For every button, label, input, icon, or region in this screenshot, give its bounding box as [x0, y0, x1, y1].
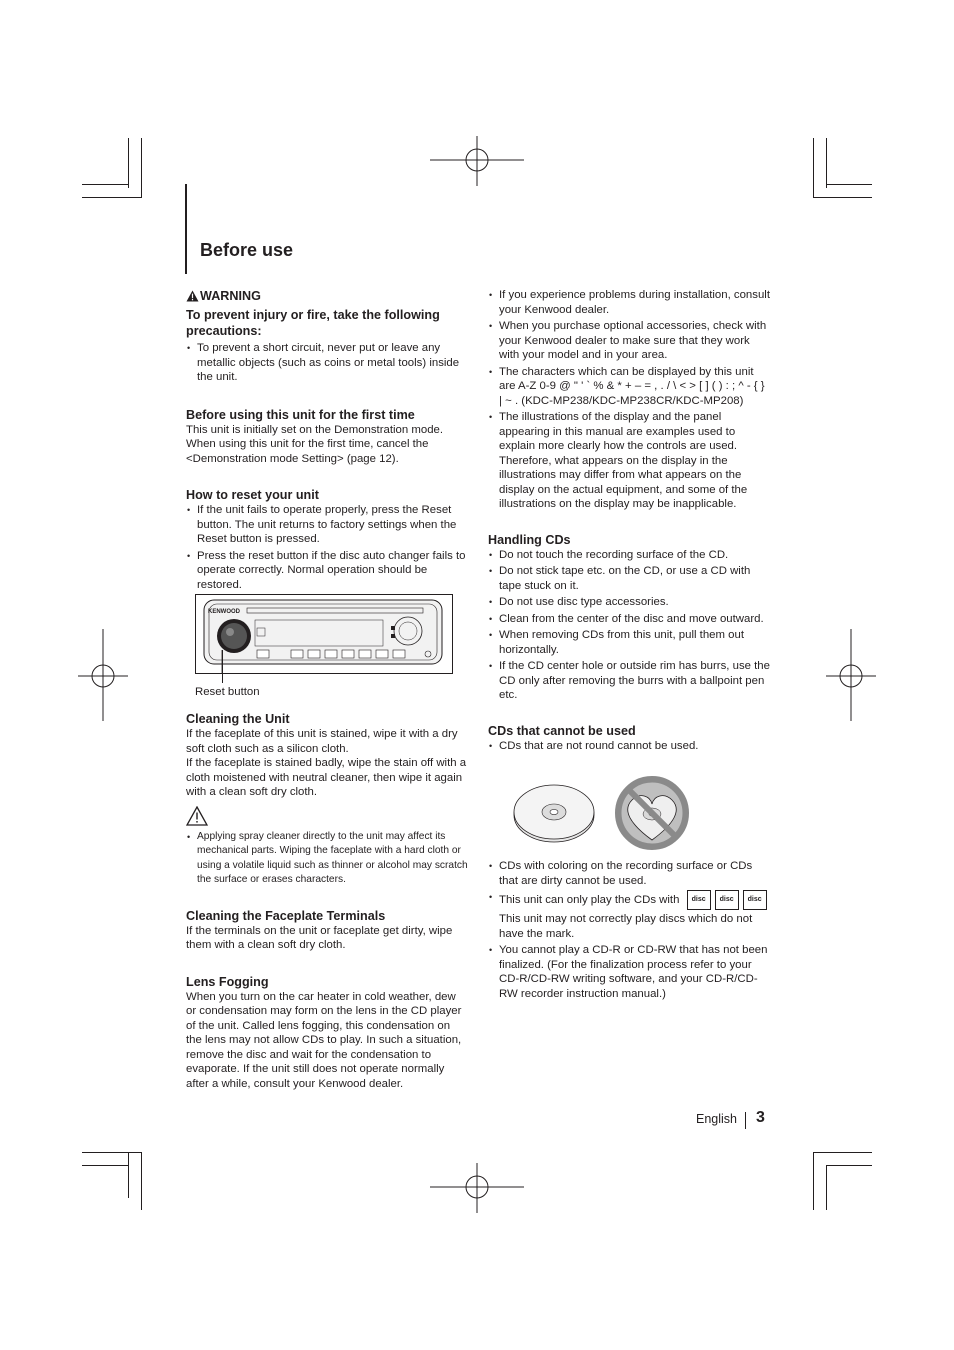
crop-mark: [813, 1152, 872, 1153]
cleaning-unit-text-1: If the faceplate of this unit is stained, wipe it with a dry soft cloth such as a silicon cloth.: [186, 728, 458, 755]
left-column: [186, 288, 468, 594]
warning-heading-row: [186, 288, 468, 304]
list-item: • Press the reset button if the disc auto changer fails to operate correctly. Normal operation should be restored.: [186, 549, 468, 593]
handling-heading: Handling CDs: [488, 532, 571, 547]
disc-logos: [687, 890, 767, 910]
page-number: 3: [756, 1109, 765, 1126]
crop-mark: [82, 184, 128, 185]
cannot-heading: CDs that cannot be used: [488, 723, 636, 738]
crop-mark: [128, 1152, 129, 1198]
crop-mark: [128, 138, 129, 188]
first-time-heading: Before using this unit for the first time: [186, 407, 415, 422]
handling-list: [488, 548, 770, 703]
compact-disc-logo-icon: disc: [715, 890, 739, 910]
cannot-list-1: [488, 739, 770, 754]
left-column-lower: [186, 711, 468, 1091]
crop-mark: [813, 138, 814, 198]
warning-label: WARNING: [200, 289, 261, 303]
list-item: • Do not use disc type accessories.: [488, 595, 770, 610]
list-item: • If the unit fails to operate properly, press the Reset button. The unit returns to factory settings when the Reset button is pressed.: [186, 503, 468, 547]
registration-mark-top: [430, 136, 524, 186]
footer-language: English: [696, 1112, 737, 1126]
fog-heading: Lens Fogging: [186, 974, 269, 989]
top-notes-list: [488, 288, 770, 512]
right-column: [488, 288, 770, 755]
list-item: • CDs with coloring on the recording surface or CDs that are dirty cannot be used.: [488, 859, 770, 888]
list-item: • Do not stick tape etc. on the CD, or use a CD with tape stuck on it.: [488, 564, 770, 593]
crop-mark: [141, 138, 142, 198]
warning-list: [186, 341, 468, 385]
registration-mark-right: [826, 629, 876, 721]
first-time-text: This unit is initially set on the Demonstration mode. When using this unit for the first time, cancel the <Demonstration mode Setting> (page 12).: [186, 423, 444, 465]
list-item: • When removing CDs from this unit, pull them out horizontally.: [488, 628, 770, 657]
list-item: • Applying spray cleaner directly to the unit may affect its mechanical parts. Wiping the faceplate with a hard cloth or using a volatile liquid such as thinner or alcohol may scratch the surface or erases characters.: [186, 830, 468, 888]
reset-list: [186, 503, 468, 592]
list-item: • If you experience problems during installation, consult your Kenwood dealer.: [488, 288, 770, 317]
warning-subheading: To prevent injury or fire, take the following precautions:: [186, 308, 440, 338]
compact-disc-logo-icon: disc: [743, 890, 767, 910]
footer-divider: [745, 1112, 746, 1129]
crop-mark: [826, 138, 827, 188]
heart-cd-prohibited-image: [612, 774, 692, 852]
cannot-list-2: [488, 859, 770, 1001]
warning-icon: [186, 290, 199, 302]
terminals-text: If the terminals on the unit or faceplate get dirty, wipe them with a clean soft dry cloth.: [186, 924, 453, 952]
disc-logo-note: This unit may not correctly play discs which do not have the mark.: [499, 913, 753, 940]
fog-text: When you turn on the car heater in cold weather, dew or condensation may form on the lens in the CD player of the unit. Called lens fogging, this condensation on the lens may not allow CDs to play. In such a situation, remove the disc and wait for the condensation to evaporate. If the unit still does not operate normally after a while, consult your Kenwood dealer.: [186, 990, 462, 1090]
round-cd-image: [512, 782, 596, 844]
crop-mark: [826, 1165, 827, 1210]
crop-mark: [82, 1165, 128, 1166]
list-item: • If the CD center hole or outside rim has burrs, use the CD only after removing the burrs with a ballpoint pen etc.: [488, 659, 770, 703]
crop-mark: [813, 197, 872, 198]
cleaning-unit-heading: Cleaning the Unit: [186, 712, 290, 726]
crop-mark: [826, 1165, 872, 1166]
reset-heading: How to reset your unit: [186, 488, 319, 502]
car-stereo-faceplate-image: [195, 594, 453, 674]
title-rule: [185, 184, 187, 274]
registration-mark-left: [78, 629, 128, 721]
crop-mark: [141, 1152, 142, 1210]
right-column-lower: [488, 859, 770, 1003]
reset-caption: Reset button: [195, 686, 260, 698]
list-item: • Do not touch the recording surface of the CD.: [488, 548, 770, 563]
list-item: • The illustrations of the display and the panel appearing in this manual are examples used to explain more clearly how the controls are used. Therefore, what appears on the display in the illustrations may differ from what appears on the display on the actual equipment, and some of the illustrations on the display may be inapplicable.: [488, 410, 770, 512]
cleaning-unit-text-2: If the faceplate is stained badly, wipe the stain off with a cloth moistened with neutral cleaner, then wipe it again with a clean soft dry cloth.: [186, 757, 467, 798]
crop-mark: [813, 1152, 814, 1210]
list-item: • To prevent a short circuit, never put or leave any metallic objects (such as coins or metal tools) inside the unit.: [186, 341, 468, 385]
reset-button-pointer: [222, 650, 223, 683]
registration-mark-bottom: [430, 1163, 524, 1213]
list-item: • You cannot play a CD-R or CD-RW that has not been finalized. (For the finalization process refer to your CD-R/CD-RW writing software, and your CD-R/CD-RW recorder instruction manual.): [488, 943, 770, 1001]
crop-mark: [82, 197, 142, 198]
disc-logo-text: This unit can only play the CDs with: [499, 894, 680, 907]
device-brand: KENWOOD: [208, 609, 240, 615]
list-item: • When you purchase optional accessories, check with your Kenwood dealer to make sure that they work with your model and in your area.: [488, 319, 770, 363]
crop-mark: [826, 184, 872, 185]
compact-disc-logo-icon: disc: [687, 890, 711, 910]
list-item: • The characters which can be displayed by this unit are A-Z 0-9 @ " ' ` % & * + – = , . / \ < > [ ] ( ) : ; ^ - { } | ~ . (KDC-MP238/KDC-MP238CR/KDC-MP208): [488, 365, 770, 409]
list-item: [488, 890, 770, 941]
caution-icon: [186, 806, 208, 826]
crop-mark: [82, 1152, 142, 1153]
terminals-heading: Cleaning the Faceplate Terminals: [186, 908, 386, 923]
list-item: • CDs that are not round cannot be used.: [488, 739, 770, 754]
page-title: Before use: [200, 240, 294, 260]
list-item: • Clean from the center of the disc and move outward.: [488, 612, 770, 627]
caution-list: [186, 830, 468, 888]
head-unit-illustration: [195, 594, 453, 674]
